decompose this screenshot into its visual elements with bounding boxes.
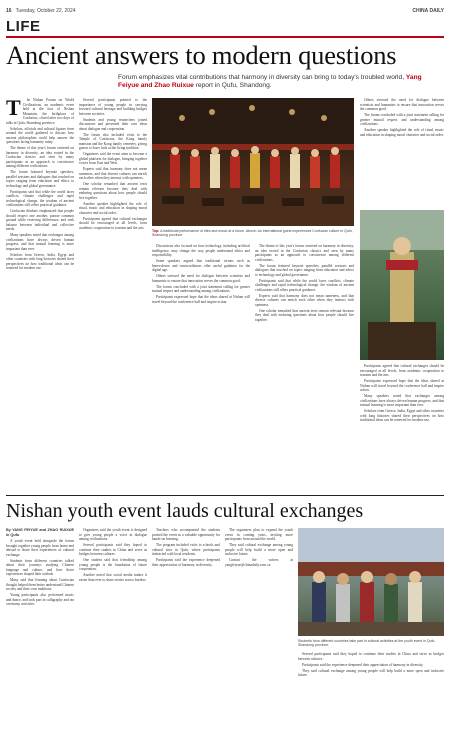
dek-prefix: Forum emphasizes vital contributions that harmony in diversity can bring to today's troubled world, bbox=[118, 74, 405, 81]
paragraph: Participants said the experience deepened their appreciation of harmony in diversity. bbox=[302, 662, 424, 667]
paragraph: The theme of this year's forum centered on harmony in diversity, an idea rooted in the Confucian classics and seen by many participants as an approach to coexistence among different civilizations. bbox=[255, 244, 354, 262]
paragraph: They said cultural exchange among young people will help build a more open and inclusive future. bbox=[225, 543, 293, 556]
paper-name: CHINA DAILY bbox=[412, 8, 444, 14]
paragraph: Another speaker highlighted the role of ritual, music and education in shaping moral character and social order. bbox=[360, 128, 444, 137]
paragraph: Contact the writers at yangfeiyue@chinadaily.com.cn bbox=[225, 558, 293, 567]
article2-column-4 bbox=[225, 528, 293, 740]
article-column-4 bbox=[255, 244, 354, 488]
paragraph: Students and young researchers joined discussions and presented their own ideas about dialogue and cooperation. bbox=[79, 117, 147, 131]
paragraph: Confucian thinkers emphasized that people should respect one another, pursue common ground while reserving differences, and seek balance between individual and collective needs. bbox=[6, 209, 74, 231]
issue-date: Tuesday, October 22, 2024 bbox=[15, 8, 76, 14]
paragraph: Organizers said the youth event is designed to give young people a voice in dialogue among civilizations. bbox=[79, 528, 147, 541]
article2-byline: By YANG FEIYUE and ZHAO RUIXUE in Qufu bbox=[6, 528, 74, 537]
article-column-3 bbox=[152, 244, 250, 488]
paragraph: Some speakers argued that traditional virtues such as benevolence and trustworthiness offer useful guidance for the digital age. bbox=[152, 259, 250, 272]
article2-column-2 bbox=[79, 528, 147, 740]
paragraph: Young participants also performed music and dance, and took part in calligraphy and tea ceremony activities. bbox=[6, 593, 74, 606]
paragraph: Participants said that while the world faces conflicts, climate challenges and rapid technological change, the wisdom of ancient civilizations still offers practical guidance. bbox=[255, 278, 354, 292]
paragraph: Teachers who accompanied the students praised the event as a valuable opportunity for hands-on learning. bbox=[152, 528, 220, 541]
paragraph: The organizers plan to expand the youth event in coming years, inviting more participants from around the world. bbox=[225, 528, 293, 541]
paragraph: Many speakers noted that exchanges among civilizations have always driven human progress, and that mutual learning is more important than ever. bbox=[6, 233, 74, 251]
paragraph: Many speakers noted that exchanges among civilizations have always driven human progress, and that mutual learning is more important than ever. bbox=[360, 394, 444, 407]
paragraph: Organizers said the event aims to become a global platform for dialogue, bringing together voices from East and West. bbox=[79, 152, 147, 165]
paragraph: The forum concluded with a joint statement calling for greater mutual respect and understanding among civilizations. bbox=[360, 113, 444, 126]
dek-authors: Yang Feiyue and Zhao Ruixue bbox=[118, 74, 422, 89]
article-column-1 bbox=[6, 98, 74, 488]
article2-column-5 bbox=[298, 652, 444, 740]
dek-suffix: report in Qufu, Shandong. bbox=[195, 82, 272, 89]
paragraph: One scholar remarked that ancient texts remain relevant because they deal with enduring questions about how people should live together. bbox=[79, 182, 147, 200]
paragraph: Participants agreed that cultural exchanges should be encouraged at all levels, from academic cooperation to tourism and the arts. bbox=[79, 216, 147, 230]
caption-text: A traditional performance of rites and music at a forum. Above: An international guest experiences Confucian culture in Qufu, Shandong province. bbox=[152, 229, 353, 238]
article-column-6 bbox=[360, 364, 444, 488]
section-divider bbox=[6, 495, 444, 496]
paragraph: Others stressed the need for dialogue between scientists and humanists to ensure that innovation serves the common good. bbox=[152, 274, 250, 283]
caption-label: Top: bbox=[152, 229, 160, 233]
paragraph: Scholars from Greece, India, Egypt and other countries with long histories shared their perspectives on how traditional ideas can be renewed for modern use. bbox=[360, 409, 444, 422]
paragraph: Participants said that while the world faces conflicts, climate challenges and rapid technological change, the wisdom of ancient civilizations still offers practical guidance. bbox=[6, 189, 74, 207]
paragraph: One student said that friendship among young people is the foundation of future cooperation. bbox=[79, 558, 147, 571]
paragraph: Students from different countries talked about their journeys studying Chinese language and culture, and how those experiences shaped their outlook. bbox=[6, 558, 74, 576]
paragraph: he Nishan Forum on World Civilizations, an academic event held at the foot of Nishan Mountain, the birthplace of Confucius, closed after two days of talks in Qufu, Shandong province. bbox=[6, 98, 74, 125]
paragraph: Scholars, officials and cultural figures from around the world gathered to discuss how ancient philosophies could help answer the questions facing humanity today. bbox=[6, 126, 74, 144]
photo-stage-performance bbox=[152, 98, 354, 226]
paragraph: They said cultural exchange among young people will help build a more open and inclusive future. bbox=[298, 668, 444, 677]
article-headline: Ancient answers to modern questions bbox=[6, 40, 397, 70]
paragraph: Participants agreed that cultural exchanges should be encouraged at all levels, from academic cooperation to tourism and the arts. bbox=[360, 364, 444, 377]
paragraph: Experts said that harmony does not mean sameness, and that diverse cultures can enrich each other when they interact with openness. bbox=[255, 293, 354, 307]
section-title: LIFE bbox=[6, 18, 41, 35]
paragraph: Several participants pointed to the importance of young people in carrying forward cultural heritage and building bridges between societies. bbox=[79, 98, 147, 116]
page-header bbox=[6, 6, 444, 16]
paragraph: The forum also included visits to the Temple of Confucius, the Kong family mansion and the Kong family cemetery, giving guests a closer look at the living tradition. bbox=[79, 132, 147, 150]
paragraph: Several participants said they hoped to continue their studies in China and serve as bridges between cultures. bbox=[79, 543, 147, 556]
paragraph: Participants expressed hope that the ideas shared at Nishan will travel beyond the conference hall and inspire action. bbox=[152, 295, 250, 304]
paragraph: Discussions also focused on how technology, including artificial intelligence, may change the way people understand ethics and responsibility. bbox=[152, 244, 250, 257]
paragraph: Another noted that social media makes it easier than ever to share stories across borders. bbox=[79, 573, 147, 582]
drop-cap: T bbox=[6, 98, 21, 120]
paragraph: Others stressed the need for dialogue between scientists and humanists to ensure that innovation serves the common good. bbox=[360, 98, 444, 111]
photo-youth-event bbox=[298, 528, 444, 636]
paragraph: The theme of this year's forum centered on harmony in diversity, an idea rooted in the Confucian classics and seen by many participants as an approach to coexistence among different civilizations. bbox=[6, 146, 74, 168]
paragraph: Scholars from Greece, India, Egypt and other countries with long histories shared their perspectives on how traditional ideas can be renewed for modern use. bbox=[6, 252, 74, 270]
paragraph: A youth event held alongside the forum brought together young people from home and abroad to share their experiences of cultural exchange. bbox=[6, 539, 74, 557]
photo-stage-illustration bbox=[152, 98, 354, 226]
paragraph: Participants expressed hope that the ideas shared at Nishan will travel beyond the conference hall and inspire action. bbox=[360, 379, 444, 392]
article2-column-1 bbox=[6, 528, 74, 740]
paragraph: One scholar remarked that ancient texts remain relevant because they deal with enduring questions about how people should live together. bbox=[255, 308, 354, 322]
paragraph: The forum featured keynote speeches, parallel sessions and dialogues that touched on topics ranging from education and ethics to technology and global governance. bbox=[6, 170, 74, 188]
paragraph: The program included visits to schools and cultural sites in Qufu, where participants interacted with local residents. bbox=[152, 543, 220, 556]
paragraph: Experts said that harmony does not mean sameness, and that diverse cultures can enrich each other when they interact with openness. bbox=[79, 167, 147, 180]
paragraph: The forum featured keynote speeches, parallel sessions and dialogues that touched on topics ranging from education and ethics to technology and global governance. bbox=[255, 263, 354, 277]
photo-ceremony bbox=[360, 210, 444, 360]
photo-caption bbox=[152, 229, 354, 238]
paragraph: Many said that learning about Confucian thought helped them better understand Chinese society and their own traditions. bbox=[6, 578, 74, 591]
page-number: 16 bbox=[6, 8, 12, 14]
section-rule bbox=[6, 36, 444, 38]
article-column-5 bbox=[360, 98, 444, 206]
photo-youth-illustration bbox=[298, 528, 444, 636]
article-dek bbox=[118, 74, 438, 90]
article2-headline: Nishan youth event lauds cultural exchanges bbox=[6, 500, 364, 522]
paragraph: Several participants said they hoped to continue their studies in China and serve as bridges between cultures. bbox=[298, 652, 444, 661]
paragraph: Another speaker highlighted the role of ritual, music and education in shaping moral character and social order. bbox=[79, 201, 147, 215]
paragraph: The forum concluded with a joint statement calling for greater mutual respect and understanding among civilizations. bbox=[152, 284, 250, 293]
paragraph: Participants said the experience deepened their appreciation of harmony in diversity. bbox=[152, 558, 220, 567]
article-column-2 bbox=[79, 98, 147, 488]
photo-ceremony-illustration bbox=[360, 210, 444, 360]
article2-column-3 bbox=[152, 528, 220, 740]
photo-youth-caption: Students from different countries take part in cultural activities at the youth event in Qufu, Shandong province. bbox=[298, 639, 436, 648]
